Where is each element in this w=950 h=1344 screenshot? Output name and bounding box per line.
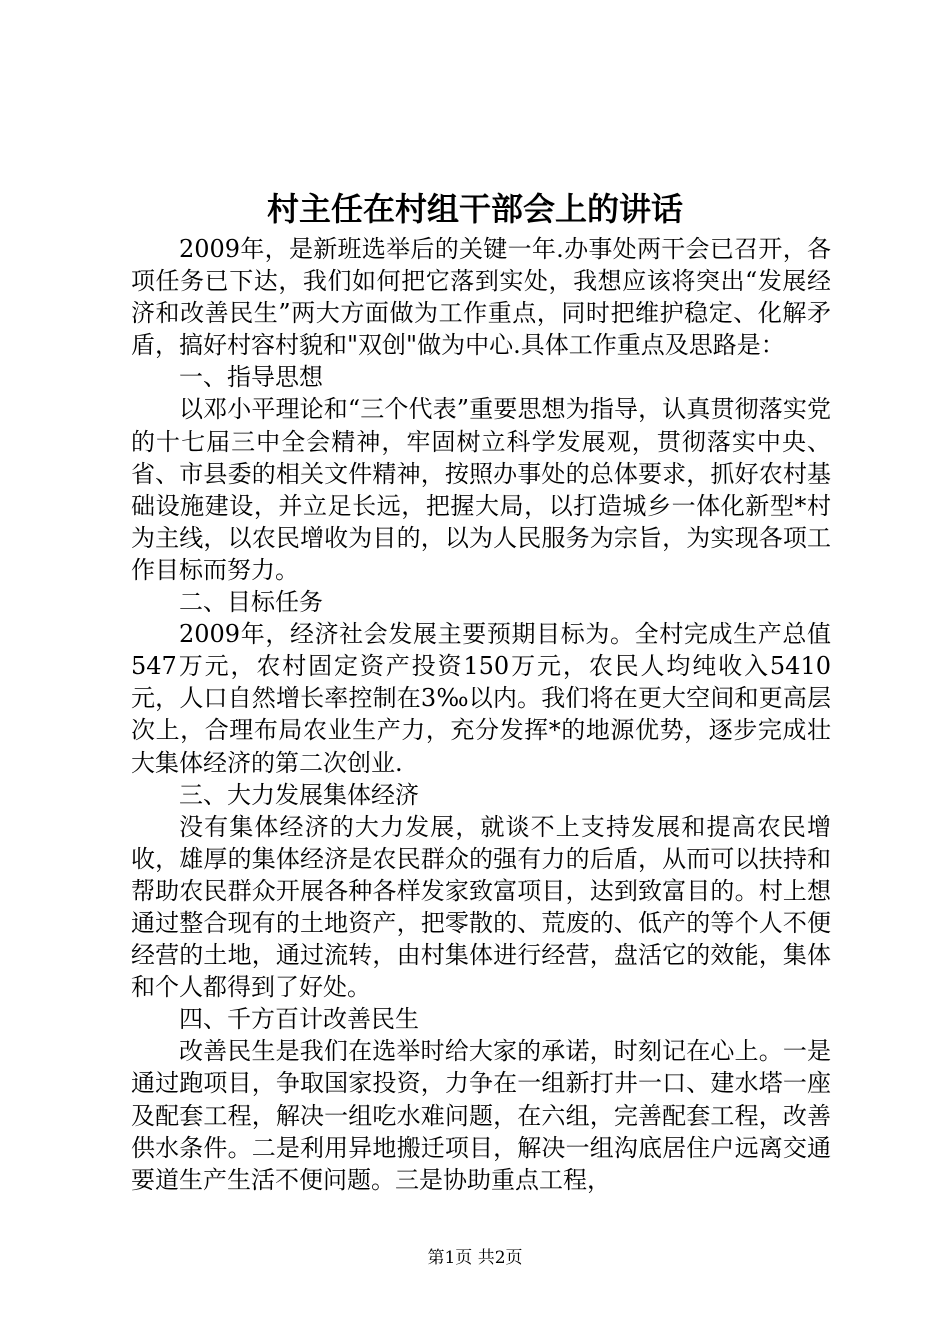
section-heading-livelihood: 四、千方百计改善民生 bbox=[179, 1005, 419, 1034]
paragraph-targets: 2009年，经济社会发展主要预期目标为。全村完成生产总值547万元，农村固定资产投资150万元，农民人均纯收入5410元，人口自然增长率控制在3‰以内。我们将在更大空间和更高层次上，合理布局农业生产力，充分发挥*的地源优势，逐步完成壮大集体经济的第二次创业. bbox=[131, 620, 831, 777]
paragraph-intro: 2009年，是新班选举后的关键一年.办事处两干会已召开，各项任务已下达，我们如何把它落到实处，我想应该将突出“发展经济和改善民生”两大方面做为工作重点，同时把维护稳定、化解矛盾，搞好村容村貌和"双创"做为中心.具体工作重点及思路是： bbox=[131, 235, 831, 360]
document-body bbox=[131, 233, 831, 1196]
paragraph-collective-economy: 没有集体经济的大力发展，就谈不上支持发展和提高农民增收，雄厚的集体经济是农民群众的强有力的后盾，从而可以扶持和帮助农民群众开展各种各样发家致富项目，达到致富目的。村上想通过整合现有的土地资产，把零散的、荒废的、低产的等个人不便经营的土地，通过流转，由村集体进行经营，盘活它的效能，集体和个人都得到了好处。 bbox=[131, 812, 831, 1002]
paragraph-guiding-ideology: 以邓小平理论和“三个代表”重要思想为指导，认真贯彻落实党的十七届三中全会精神，牢固树立科学发展观，贯彻落实中央、省、市县委的相关文件精神，按照办事处的总体要求，抓好农村基础设施建设，并立足长远，把握大局，以打造城乡一体化新型*村为主线，以农民增收为目的，以为人民服务为宗旨，为实现各项工作目标而努力。 bbox=[131, 395, 831, 584]
paragraph-livelihood: 改善民生是我们在选举时给大家的承诺，时刻记在心上。一是通过跑项目，争取国家投资，力争在一组新打井一口、建水塔一座及配套工程，解决一组吃水难问题，在六组，完善配套工程，改善供水条件。二是利用异地搬迁项目，解决一组沟底居住户远离交通要道生产生活不便问题。三是协助重点工程， bbox=[131, 1037, 831, 1194]
section-heading-targets: 二、目标任务 bbox=[179, 588, 323, 617]
section-heading-collective-economy: 三、大力发展集体经济 bbox=[179, 780, 419, 809]
document-title: 村主任在村组干部会上的讲话 bbox=[266, 190, 683, 228]
section-heading-guiding-ideology: 一、指导思想 bbox=[179, 363, 323, 392]
page-footer: 第1页 共2页 bbox=[427, 1248, 523, 1268]
